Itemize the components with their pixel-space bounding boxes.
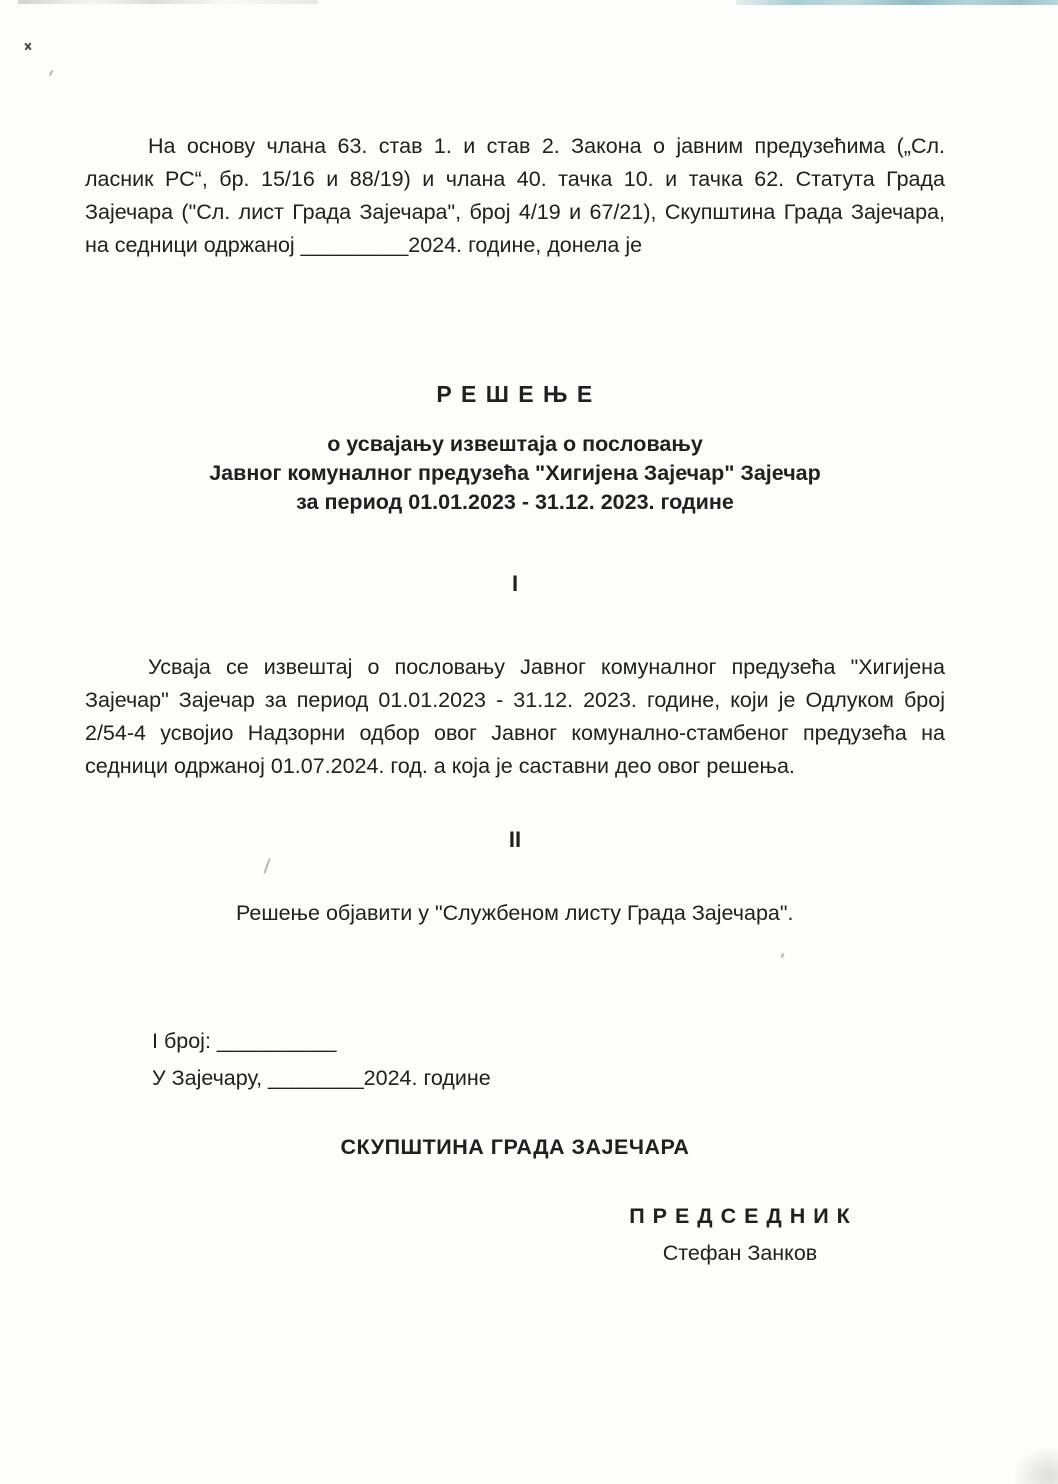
section-1-line-1: Усваја се извештај о пословању Јавног комуналног предузећа "Хигијена bbox=[148, 655, 945, 679]
president-signature-block bbox=[595, 1201, 885, 1268]
section-1-line-3: 2/54-4 усвојио Надзорни одбор овог Јавног комунално-стамбеног предузећа на bbox=[85, 721, 945, 745]
scan-artifact-diagonal-stroke bbox=[263, 858, 270, 874]
section-1-marker: I bbox=[511, 571, 519, 596]
intro-paragraph bbox=[85, 130, 945, 262]
intro-line-3: Зајечара ("Сл. лист Града Зајечара", број 4/19 и 67/21), Скупштина Града Зајечара, bbox=[85, 200, 945, 224]
intro-line-4: на седници одржаној _________2024. године, донела је bbox=[85, 233, 643, 257]
section-1-line-4: седници одржаној 01.07.2024. год. а која је саставни део овог решења. bbox=[85, 754, 795, 778]
president-name: Стефан Занков bbox=[662, 1241, 818, 1265]
document-number-line: I број: __________ bbox=[152, 1029, 337, 1053]
scan-artifact-accent-mark bbox=[49, 70, 54, 76]
section-1-line-2: Зајечар" Зајечар за период 01.01.2023 - 31.12. 2023. године, који је Одлуком број bbox=[85, 688, 945, 712]
place-date-line: У Зајечару, ________2024. године bbox=[152, 1066, 491, 1090]
intro-line-1: На основу члана 63. став 1. и став 2. Закона о јавним предузећима („Сл. bbox=[148, 134, 945, 158]
document-subtitle bbox=[85, 430, 945, 517]
scan-artifact-top-teal-strip bbox=[736, 0, 1058, 5]
scan-artifact-star-mark bbox=[23, 42, 32, 51]
subtitle-line-1: о усвајању извештаја о пословању bbox=[327, 432, 703, 456]
president-title: П Р Е Д С Е Д Н И К bbox=[629, 1204, 851, 1228]
section-2-body: Решење објавити у "Службеном листу Града Зајечара". bbox=[236, 901, 794, 925]
intro-line-2: ласник РС“, бр. 15/16 и 88/19) и члана 40. тачка 10. и тачка 62. Статута Града bbox=[85, 167, 945, 191]
subtitle-line-3: за период 01.01.2023 - 31.12. 2023. године bbox=[296, 490, 734, 514]
subtitle-line-2: Јавног комуналног предузећа "Хигијена Зајечар" Зајечар bbox=[209, 461, 821, 485]
document-title: Р Е Ш Е Њ Е bbox=[436, 381, 594, 407]
scan-artifact-speck bbox=[780, 953, 784, 959]
section-2-marker: II bbox=[508, 827, 522, 852]
scan-artifact-top-edge-smudge bbox=[18, 0, 318, 4]
scan-artifact-corner-blob bbox=[1014, 1448, 1058, 1484]
assembly-name: СКУПШТИНА ГРАДА ЗАЈЕЧАРА bbox=[340, 1135, 690, 1159]
section-1-body bbox=[85, 651, 945, 783]
